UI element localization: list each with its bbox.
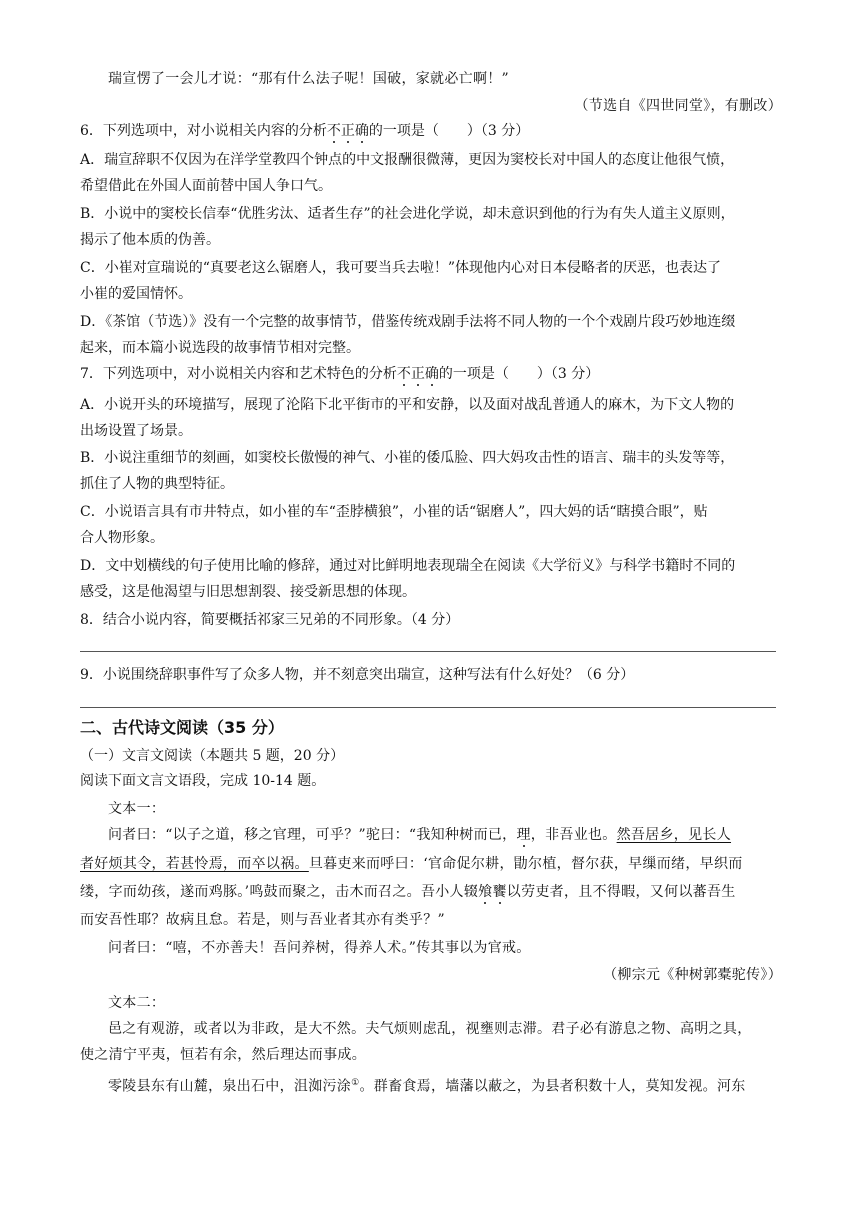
- emphasis-char: 不: [396, 366, 411, 382]
- q7-option-a-cont: 出场设置了场景。: [80, 423, 192, 439]
- story-end-quote: 瑞宣愣了一会儿才说：“那有什么法子呢！国破，家就必亡啊！”: [108, 71, 510, 87]
- emphasis-char: 饔: [492, 884, 507, 900]
- emphasis-char: 理: [516, 827, 531, 843]
- emphasis-char: 不: [326, 123, 341, 139]
- emphasis-char: 确: [424, 366, 439, 382]
- q7-stem: [80, 364, 782, 384]
- q6-option-c-cont: 小崔的爱国情怀。: [80, 286, 192, 302]
- emphasis-char: 正: [340, 123, 355, 139]
- section-title: 二、古代诗文阅读（35 分）: [80, 718, 284, 737]
- text1-line: 而安吾性耶？故病且怠。若是，则与吾业者其亦有类乎？”: [80, 912, 445, 928]
- text1-run: 旦暮吏来而呼曰：‘官命促尔耕，勖尔植，督尔获，早缫而绪，早织而: [308, 856, 743, 872]
- text1-paragraph: 问者曰：“嘻，不亦善夫！吾问养树，得养人术。”传其事以为官戒。: [108, 940, 531, 956]
- underlined-sentence: 然吾居乡，见长人: [616, 827, 732, 843]
- q8-stem: 8．结合小说内容，简要概括祁家三兄弟的不同形象。（4 分）: [80, 612, 460, 628]
- q7-option-c-cont: 合人物形象。: [80, 530, 164, 546]
- q6-option-b-cont: 揭示了他本质的伪善。: [80, 232, 220, 248]
- q6-option-c: C．小崔对宣瑞说的“真要老这么锯磨人，我可要当兵去啦！”体现他内心对日本侵略者的厌恶，也表达了: [80, 260, 722, 276]
- q7-option-a: A．小说开头的环境描写，展现了沦陷下北平街市的平和安静，以及面对战乱普通人的麻木，为下文人物的: [80, 397, 735, 413]
- q6-stem-text: 6．下列选项中，对小说相关内容的分析: [80, 123, 327, 139]
- answer-line: [80, 651, 776, 652]
- emphasis-char: 确: [354, 123, 369, 139]
- text2-line: 使之清宁平夷，恒若有余，然后理达而事成。: [80, 1047, 366, 1063]
- footnote-marker: ①: [351, 1078, 360, 1088]
- emphasis-char: 正: [410, 366, 425, 382]
- text1-run: 缕，字而幼孩，遂而鸡豚。’鸣鼓而聚之，击木而召之。吾小人辍: [80, 884, 479, 900]
- q7-stem-tail: 的一项是（ ）（3 分）: [438, 366, 600, 382]
- q6-option-a-cont: 希望借此在外国人面前替中国人争口气。: [80, 178, 332, 194]
- text1-run: 问者曰：“以子之道，移之官理，可乎？”驼曰：“我知种树而已，: [108, 827, 517, 843]
- text2-line: 邑之有观游，或者以为非政，是大不然。夫气烦则虑乱，视壅则志滞。君子必有游息之物、高明之具，: [108, 1021, 752, 1037]
- text2-line: [108, 1073, 782, 1097]
- q7-option-c: C．小说语言具有市井特点，如小崔的车“歪脖横狼”，小崔的话“锯磨人”，四大妈的话“瞎摸合眼”，贴: [80, 504, 708, 520]
- q7-option-d-cont: 感受，这是他渴望与旧思想割裂、接受新思想的体现。: [80, 584, 416, 600]
- text1-line: [108, 825, 782, 845]
- text2-run: 。群畜食焉，墙藩以蔽之，为县者积数十人，莫知发视。河东: [359, 1078, 746, 1095]
- q6-option-a: A．瑞宣辞职不仅因为在洋学堂教四个钟点的中文报酬很微薄，更因为窦校长对中国人的态度让他很气愤，: [80, 152, 735, 168]
- text1-run: ，非吾业也。: [530, 827, 617, 843]
- q9-stem: 9．小说围绕辞职事件写了众多人物，并不刻意突出瑞宣，这种写法有什么好处？（6 分）: [80, 667, 635, 683]
- underlined-sentence: 者好烦其令，若甚怜焉，而卒以祸。: [80, 856, 309, 872]
- q6-option-d-cont: 起来，而本篇小说选段的故事情节相对完整。: [80, 340, 360, 356]
- text1-run: 以劳吏者，且不得暇，又何以蕃吾生: [506, 884, 736, 900]
- q7-option-d: D．文中划横线的句子使用比喻的修辞，通过对比鲜明地表现瑞全在阅读《大学衍义》与科学书籍时不同的: [80, 558, 736, 574]
- q7-stem-text: 7．下列选项中，对小说相关内容和艺术特色的分析: [80, 366, 397, 382]
- q7-option-b-cont: 抓住了人物的典型特征。: [80, 476, 234, 492]
- q6-option-b: B．小说中的窦校长信奉“优胜劣汰、适者生存”的社会进化学说，却未意识到他的行为有失人道主义原则，: [80, 206, 735, 222]
- text2-run: 零陵县东有山麓，泉出石中，沮洳污涂: [108, 1078, 352, 1095]
- section-subtitle: （一）文言文阅读（本题共 5 题，20 分）: [80, 748, 345, 764]
- q6-option-d: D．《茶馆（节选）》没有一个完整的故事情节，借鉴传统戏剧手法将不同人物的一个个戏剧片段巧妙地连缀: [80, 314, 736, 330]
- text1-line: [80, 882, 782, 902]
- text2-label: 文本二：: [108, 995, 166, 1011]
- text1-label: 文本一：: [108, 801, 166, 817]
- q6-stem-tail: 的一项是（ ）（3 分）: [368, 123, 530, 139]
- section-instruction: 阅读下面文言文语段，完成 10-14 题。: [80, 773, 326, 789]
- q7-option-b: B．小说注重细节的刻画，如窦校长傲慢的神气、小崔的倭瓜脸、四大妈攻击性的语言、瑞丰的头发等等，: [80, 450, 735, 466]
- text1-source: （柳宗元《种树郭橐驼传》）: [603, 967, 782, 983]
- answer-line: [80, 707, 776, 708]
- story-source: （节选自《四世同堂》，有删改）: [574, 98, 782, 114]
- emphasis-char: 飧: [478, 884, 493, 900]
- text1-line: [80, 854, 782, 874]
- q6-stem: [80, 121, 782, 141]
